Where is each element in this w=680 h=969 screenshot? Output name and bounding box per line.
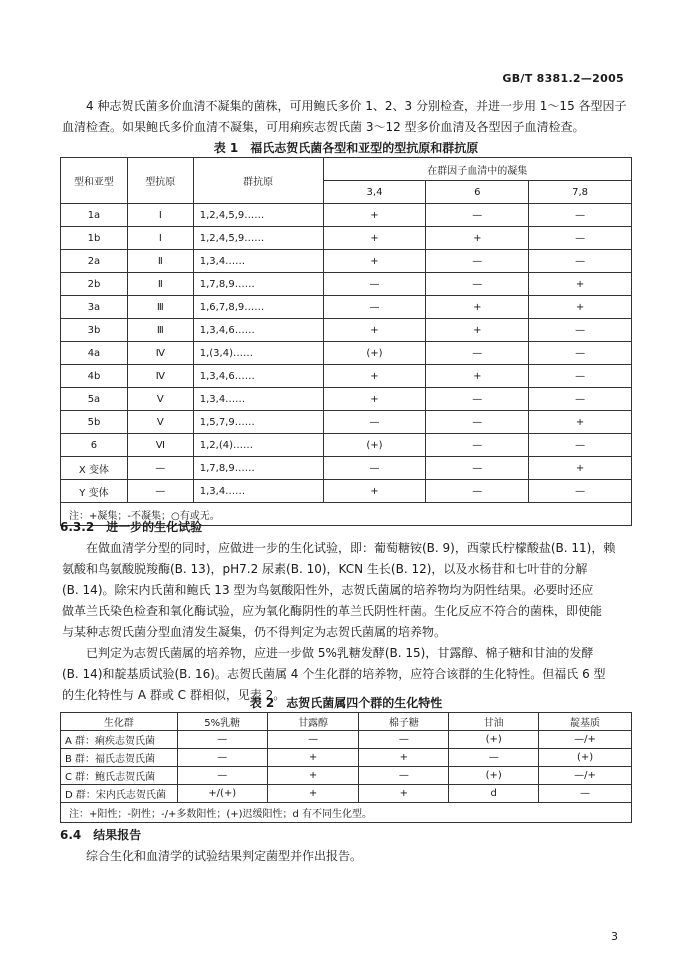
table1-cell: — <box>426 434 529 457</box>
table1-cell: + <box>426 227 529 250</box>
table1-cell: Ⅳ <box>127 365 193 388</box>
table1-cell: — <box>529 227 632 250</box>
table1-row <box>61 273 632 296</box>
table1-row <box>61 227 632 250</box>
table1-row <box>61 365 632 388</box>
text-line: 在做血清学分型的同时，应做进一步的生化试验，即：葡萄糖铵(B. 9)，西蒙氏柠檬酸盐(B. 11)，赖 <box>86 541 616 555</box>
table2-cell: + <box>267 749 359 767</box>
table2-header: 5%乳糖 <box>177 713 267 731</box>
table1-cell: 1,2,4,5,9…… <box>193 204 323 227</box>
table1-row <box>61 480 632 503</box>
table1-caption: 表 1 福氏志贺氏菌各型和亚型的型抗原和群抗原 <box>213 141 479 155</box>
table1-cell: — <box>529 480 632 503</box>
table1-cell: + <box>529 273 632 296</box>
table1-cell: X 变体 <box>61 457 128 480</box>
table1-cell: 1,(3,4)…… <box>193 342 323 365</box>
table1-cell: 1a <box>61 204 128 227</box>
text-line: 与某种志贺氏菌分型血清发生凝集，仍不得判定为志贺氏菌属的培养物。 <box>62 625 447 639</box>
table2-row <box>61 749 632 767</box>
table1-cell: 1,5,7,9…… <box>193 411 323 434</box>
table1-cell: Y 变体 <box>61 480 128 503</box>
table2-cell: — <box>177 731 267 749</box>
table1-cell: 2a <box>61 250 128 273</box>
table1-cell: + <box>529 296 632 319</box>
table1-row <box>61 434 632 457</box>
table1-cell: 1,7,8,9…… <box>193 273 323 296</box>
table1-cell: Ⅰ <box>127 227 193 250</box>
table2-cell: + <box>267 767 359 785</box>
table2-cell: B 群：福氏志贺氏菌 <box>61 749 178 767</box>
table1-cell: Ⅲ <box>127 296 193 319</box>
table2-header: 棉子糖 <box>359 713 449 731</box>
table1-cell: — <box>529 365 632 388</box>
text-line: 已判定为志贺氏菌属的培养物，应进一步做 5%乳糖发酵(B. 15)，甘露醇、棉子糖和甘油的发酵 <box>86 646 594 660</box>
table2-cell: + <box>359 749 449 767</box>
table1-row <box>61 457 632 480</box>
table2-cell: (+) <box>539 749 632 767</box>
table1-cell: 1,3,4,6…… <box>193 319 323 342</box>
table1-cell: 1,3,4,6…… <box>193 365 323 388</box>
text-line: 做革兰氏染色检查和氧化酶试验，应为氧化酶阴性的革兰氏阴性杆菌。生化反应不符合的菌株，即使能 <box>62 604 603 618</box>
table1-cell: 1,7,8,9…… <box>193 457 323 480</box>
table1-cell: Ⅳ <box>127 342 193 365</box>
table2-cell: (+) <box>449 767 539 785</box>
section-6-4-title: 6.4 结果报告 <box>60 828 142 842</box>
table1-row <box>61 204 632 227</box>
table1-cell: — <box>426 388 529 411</box>
table1-header-factor: 3,4 <box>323 181 426 204</box>
table1-cell: Ⅲ <box>127 319 193 342</box>
table1-row <box>61 319 632 342</box>
table1-cell: — <box>529 319 632 342</box>
table2-header: 甘油 <box>449 713 539 731</box>
table1-cell: + <box>323 480 426 503</box>
table1-cell: + <box>323 365 426 388</box>
table1-cell: 3a <box>61 296 128 319</box>
table1-cell: Ⅱ <box>127 250 193 273</box>
table1-cell: — <box>529 250 632 273</box>
table2-cell: — <box>359 731 449 749</box>
table2-header: 甘露醇 <box>267 713 359 731</box>
table2-cell: — <box>267 731 359 749</box>
table2-cell: A 群：痢疾志贺氏菌 <box>61 731 178 749</box>
table2-cell: D 群：宋内氏志贺氏菌 <box>61 785 178 803</box>
table1-cell: 1,2,(4)…… <box>193 434 323 457</box>
table2-cell: + <box>267 785 359 803</box>
table1-row <box>61 388 632 411</box>
table1-cell: 4a <box>61 342 128 365</box>
table2-row <box>61 785 632 803</box>
section-6-3-2-title: 6.3.2 进一步的生化试验 <box>60 520 203 534</box>
table1-cell: — <box>426 457 529 480</box>
table1-header-group-antigen: 群抗原 <box>193 158 323 204</box>
table1-cell: + <box>323 388 426 411</box>
table1-row <box>61 250 632 273</box>
table1-cell: — <box>426 250 529 273</box>
table2-cell: — <box>177 749 267 767</box>
table2-cell: —/+ <box>539 767 632 785</box>
table1-cell: — <box>426 342 529 365</box>
standard-number: GB/T 8381.2—2005 <box>502 72 624 85</box>
table1-cell: Ⅴ <box>127 388 193 411</box>
table1-cell: — <box>426 411 529 434</box>
intro-line-2: 血清检查。如果鲍氏多价血清不凝集，可用痢疾志贺氏菌 3～12 型多价血清及各型因子血清检查。 <box>62 120 585 134</box>
table1-cell: 3b <box>61 319 128 342</box>
table2-cell: d <box>449 785 539 803</box>
table1-cell: Ⅰ <box>127 204 193 227</box>
table1-cell: 1,3,4…… <box>193 480 323 503</box>
table1-cell: — <box>529 434 632 457</box>
text-line: (B. 14)。除宋内氏菌和鲍氏 13 型为鸟氨酸阳性外，志贺氏菌属的培养物均为阴性结果。必要时还应 <box>62 583 594 597</box>
table1-cell: 1,3,4…… <box>193 250 323 273</box>
table2-cell: — <box>359 767 449 785</box>
table2-cell: + <box>359 785 449 803</box>
table1-cell: + <box>426 296 529 319</box>
table2-header: 生化群 <box>61 713 178 731</box>
text-line: 的生化特性与 A 群或 C 群相似，见表 2。 <box>62 688 286 702</box>
text-line: 氨酸和鸟氨酸脱羧酶(B. 13)，pH7.2 尿素(B. 10)，KCN 生长(B. 12)，以及水杨苷和七叶苷的分解 <box>62 562 588 576</box>
table1-row <box>61 296 632 319</box>
table1-cell: 5a <box>61 388 128 411</box>
table1-cell: Ⅵ <box>127 434 193 457</box>
table1-cell: + <box>323 227 426 250</box>
table1-header-factor: 7,8 <box>529 181 632 204</box>
section-6-4-body: 综合生化和血清学的试验结果判定菌型并作出报告。 <box>86 849 363 863</box>
intro-line-1: 4 种志贺氏菌多价血清不凝集的菌株，可用鲍氏多价 1、2、3 分别检查，并进一步用 1～15 各型因子 <box>86 99 627 113</box>
table1-cell: 1,3,4…… <box>193 388 323 411</box>
intro-paragraph <box>62 96 632 138</box>
table1-header-factor-group: 在群因子血清中的凝集 <box>323 158 631 181</box>
table1-cell: — <box>323 411 426 434</box>
table1-cell: + <box>529 457 632 480</box>
table2-header: 靛基质 <box>539 713 632 731</box>
table1-cell: + <box>323 204 426 227</box>
table1-cell: — <box>323 273 426 296</box>
table1-cell: + <box>426 319 529 342</box>
table1-row <box>61 342 632 365</box>
text-line: (B. 14)和靛基质试验(B. 16)。志贺氏菌属 4 个生化群的培养物，应符合该群的生化特性。但福氏 6 型 <box>62 667 606 681</box>
table1-cell: — <box>323 296 426 319</box>
table2-cell: +/(+) <box>177 785 267 803</box>
table1-cell: 1,6,7,8,9…… <box>193 296 323 319</box>
table1-cell: Ⅱ <box>127 273 193 296</box>
table1-header-factor: 6 <box>426 181 529 204</box>
table2-row <box>61 767 632 785</box>
table1-cell: (+) <box>323 342 426 365</box>
table2-row <box>61 731 632 749</box>
section-6-3-2-body <box>62 538 634 706</box>
table2 <box>60 712 632 823</box>
table1-header-type-antigen: 型抗原 <box>127 158 193 204</box>
table2-cell: — <box>177 767 267 785</box>
table1 <box>60 157 632 526</box>
table1-cell: (+) <box>323 434 426 457</box>
table1-cell: — <box>529 204 632 227</box>
table2-cell: C 群：鲍氏志贺氏菌 <box>61 767 178 785</box>
table1-cell: — <box>426 273 529 296</box>
table1-cell: 5b <box>61 411 128 434</box>
table1-cell: + <box>323 250 426 273</box>
table2-cell: —/+ <box>539 731 632 749</box>
page-number: 3 <box>611 930 618 943</box>
table1-cell: — <box>323 457 426 480</box>
table2-caption: 表 2 志贺氏菌属四个群的生化特性 <box>249 696 443 710</box>
table1-cell: — <box>426 204 529 227</box>
table1-cell: 6 <box>61 434 128 457</box>
table1-cell: — <box>529 388 632 411</box>
table1-cell: + <box>323 319 426 342</box>
table2-cell: — <box>539 785 632 803</box>
table1-row <box>61 411 632 434</box>
table1-cell: — <box>127 480 193 503</box>
table1-cell: — <box>529 342 632 365</box>
table1-cell: — <box>127 457 193 480</box>
table1-cell: + <box>529 411 632 434</box>
table1-note: 注：+凝集；-不凝集；○有或无。 <box>61 503 632 526</box>
table1-cell: — <box>426 480 529 503</box>
table2-cell: (+) <box>449 731 539 749</box>
table1-cell: 2b <box>61 273 128 296</box>
table1-cell: 1,2,4,5,9…… <box>193 227 323 250</box>
table2-cell: — <box>449 749 539 767</box>
table2-note: 注：+阳性；-阴性；-/+多数阳性；(+)迟缓阳性；d 有不同生化型。 <box>61 803 632 823</box>
table1-cell: 1b <box>61 227 128 250</box>
table1-header-type: 型和亚型 <box>61 158 128 204</box>
table1-cell: Ⅴ <box>127 411 193 434</box>
table1-cell: 4b <box>61 365 128 388</box>
table1-cell: + <box>426 365 529 388</box>
